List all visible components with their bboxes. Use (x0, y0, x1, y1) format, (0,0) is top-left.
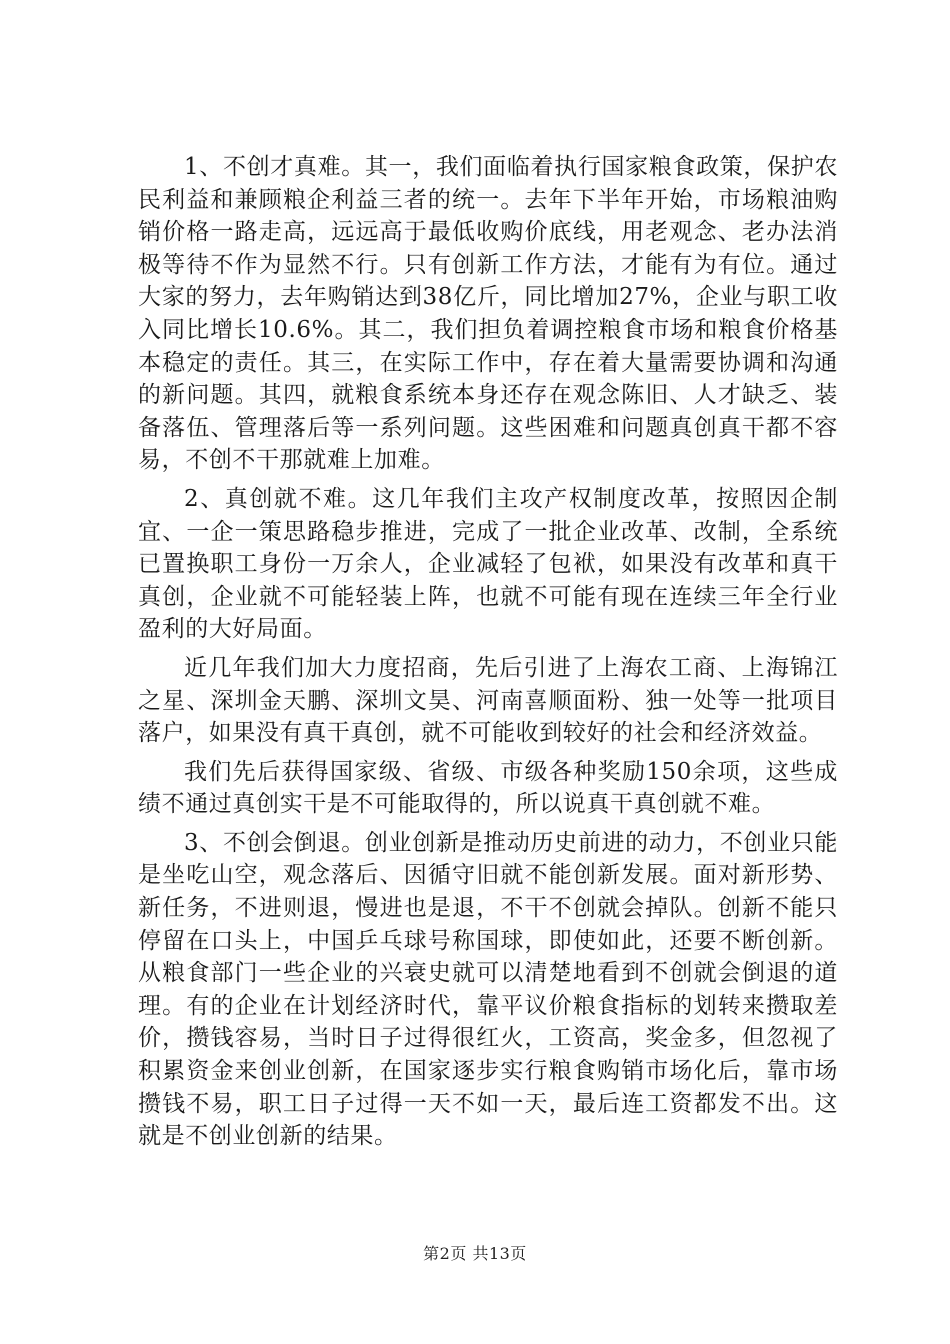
paragraph-4: 我们先后获得国家级、省级、市级各种奖励150余项，这些成绩不通过真创实干是不可能取得的，所以说真干真创就不难。 (138, 758, 838, 818)
page-number-footer: 第2页 共13页 (423, 1244, 527, 1263)
paragraph-5: 3、不创会倒退。创业创新是推动历史前进的动力，不创业只能是坐吃山空，观念落后、因循守旧就不能创新发展。面对新形势、新任务，不进则退，慢进也是退，不干不创就会掉队。创新不能只停留在口头上，中国乒乓球号称国球，即使如此，还要不断创新。从粮食部门一些企业的兴衰史就可以清楚地看到不创就会倒退的道理。有的企业在计划经济时代，靠平议价粮食指标的划转来攒取差价，攒钱容易，当时日子过得很红火，工资高，奖金多，但忽视了积累资金来创业创新，在国家逐步实行粮食购销市场化后，靠市场攒钱不易，职工日子过得一天不如一天，最后连工资都发不出。这就是不创业创新的结果。 (138, 829, 838, 1150)
paragraph-1: 1、不创才真难。其一，我们面临着执行国家粮食政策，保护农民利益和兼顾粮企利益三者的统一。去年下半年开始，市场粮油购销价格一路走高，远远高于最低收购价底线，用老观念、老办法消极等待不作为显然不行。只有创新工作方法，才能有为有位。通过大家的努力，去年购销达到38亿斤，同比增加27%，企业与职工收入同比增长10.6%。其二，我们担负着调控粮食市场和粮食价格基本稳定的责任。其三，在实际工作中，存在着大量需要协调和沟通的新问题。其四，就粮食系统本身还存在观念陈旧、人才缺乏、装备落伍、管理落后等一系列问题。这些困难和问题真创真干都不容易，不创不干那就难上加难。 (138, 154, 838, 474)
paragraph-3: 近几年我们加大力度招商，先后引进了上海农工商、上海锦江之星、深圳金天鹏、深圳文昊、河南喜顺面粉、独一处等一批项目落户，如果没有真干真创，就不可能收到较好的社会和经济效益。 (138, 654, 838, 747)
document-body (138, 151, 838, 1153)
paragraph-2: 2、真创就不难。这几年我们主攻产权制度改革，按照因企制宜、一企一策思路稳步推进，完成了一批企业改革、改制，全系统已置换职工身份一万余人，企业减轻了包袱，如果没有改革和真干真创，企业就不可能轻装上阵，也就不可能有现在连续三年全行业盈利的大好局面。 (138, 485, 838, 643)
